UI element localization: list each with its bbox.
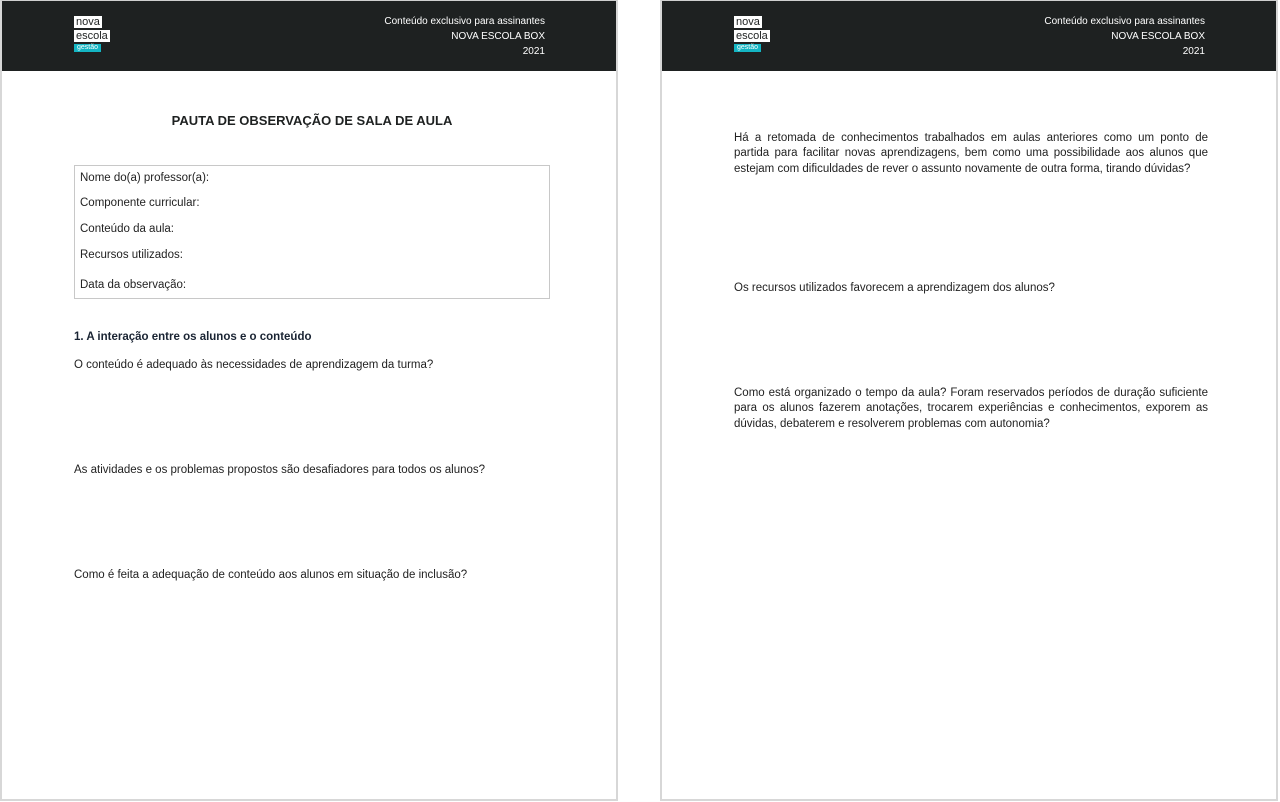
field-teacher-name: Nome do(a) professor(a): — [80, 172, 210, 184]
question-2: As atividades e os problemas propostos são desafiadores para todos os alunos? — [74, 464, 486, 476]
logo-word-escola: escola — [76, 30, 108, 42]
nova-escola-logo — [74, 16, 110, 52]
subscriber-note: Conteúdo exclusivo para assinantes — [1044, 16, 1205, 27]
question-4: Há a retomada de conhecimentos trabalhados em aulas anteriores como um ponto de partida para facilitar novas aprendizagens, bem como uma possibilidade aos alunos que estejam com dificuldades de rever o assunto novamente de outra forma, tirando dúvidas? — [734, 132, 1208, 175]
header-info — [1044, 14, 1205, 59]
logo-word-gestao: gestão — [734, 44, 761, 52]
document-page-1 — [0, 0, 618, 801]
field-resources-used: Recursos utilizados: — [80, 249, 183, 261]
info-box — [74, 165, 550, 299]
subscriber-note: Conteúdo exclusivo para assinantes — [384, 16, 545, 27]
question-3: Como é feita a adequação de conteúdo aos alunos em situação de inclusão? — [74, 569, 468, 581]
field-observation-date: Data da observação: — [80, 279, 187, 291]
logo-word-nova: nova — [736, 16, 760, 28]
question-5: Os recursos utilizados favorecem a aprendizagem dos alunos? — [734, 282, 1055, 294]
document-page-2 — [660, 0, 1278, 801]
logo-word-nova: nova — [76, 16, 100, 28]
field-curricular-component: Componente curricular: — [80, 197, 200, 209]
question-6: Como está organizado o tempo da aula? Foram reservados períodos de duração suficiente para os alunos fazerem anotações, trocarem experiências e conhecimentos, exporem as dúvidas, debaterem e resolverem problemas com autonomia? — [734, 387, 1208, 430]
logo-word-escola: escola — [736, 30, 768, 42]
year: 2021 — [522, 46, 545, 57]
product-name: NOVA ESCOLA BOX — [451, 31, 545, 42]
page-header — [2, 1, 616, 71]
year: 2021 — [1182, 46, 1205, 57]
question-1: O conteúdo é adequado às necessidades de aprendizagem da turma? — [74, 359, 434, 371]
product-name: NOVA ESCOLA BOX — [1111, 31, 1205, 42]
header-info — [384, 14, 545, 59]
page-header — [662, 1, 1276, 71]
nova-escola-logo — [734, 16, 770, 52]
section-title: 1. A interação entre os alunos e o conteúdo — [74, 331, 312, 343]
logo-word-gestao: gestão — [74, 44, 101, 52]
field-lesson-content: Conteúdo da aula: — [80, 223, 174, 235]
document-title: PAUTA DE OBSERVAÇÃO DE SALA DE AULA — [171, 113, 453, 128]
